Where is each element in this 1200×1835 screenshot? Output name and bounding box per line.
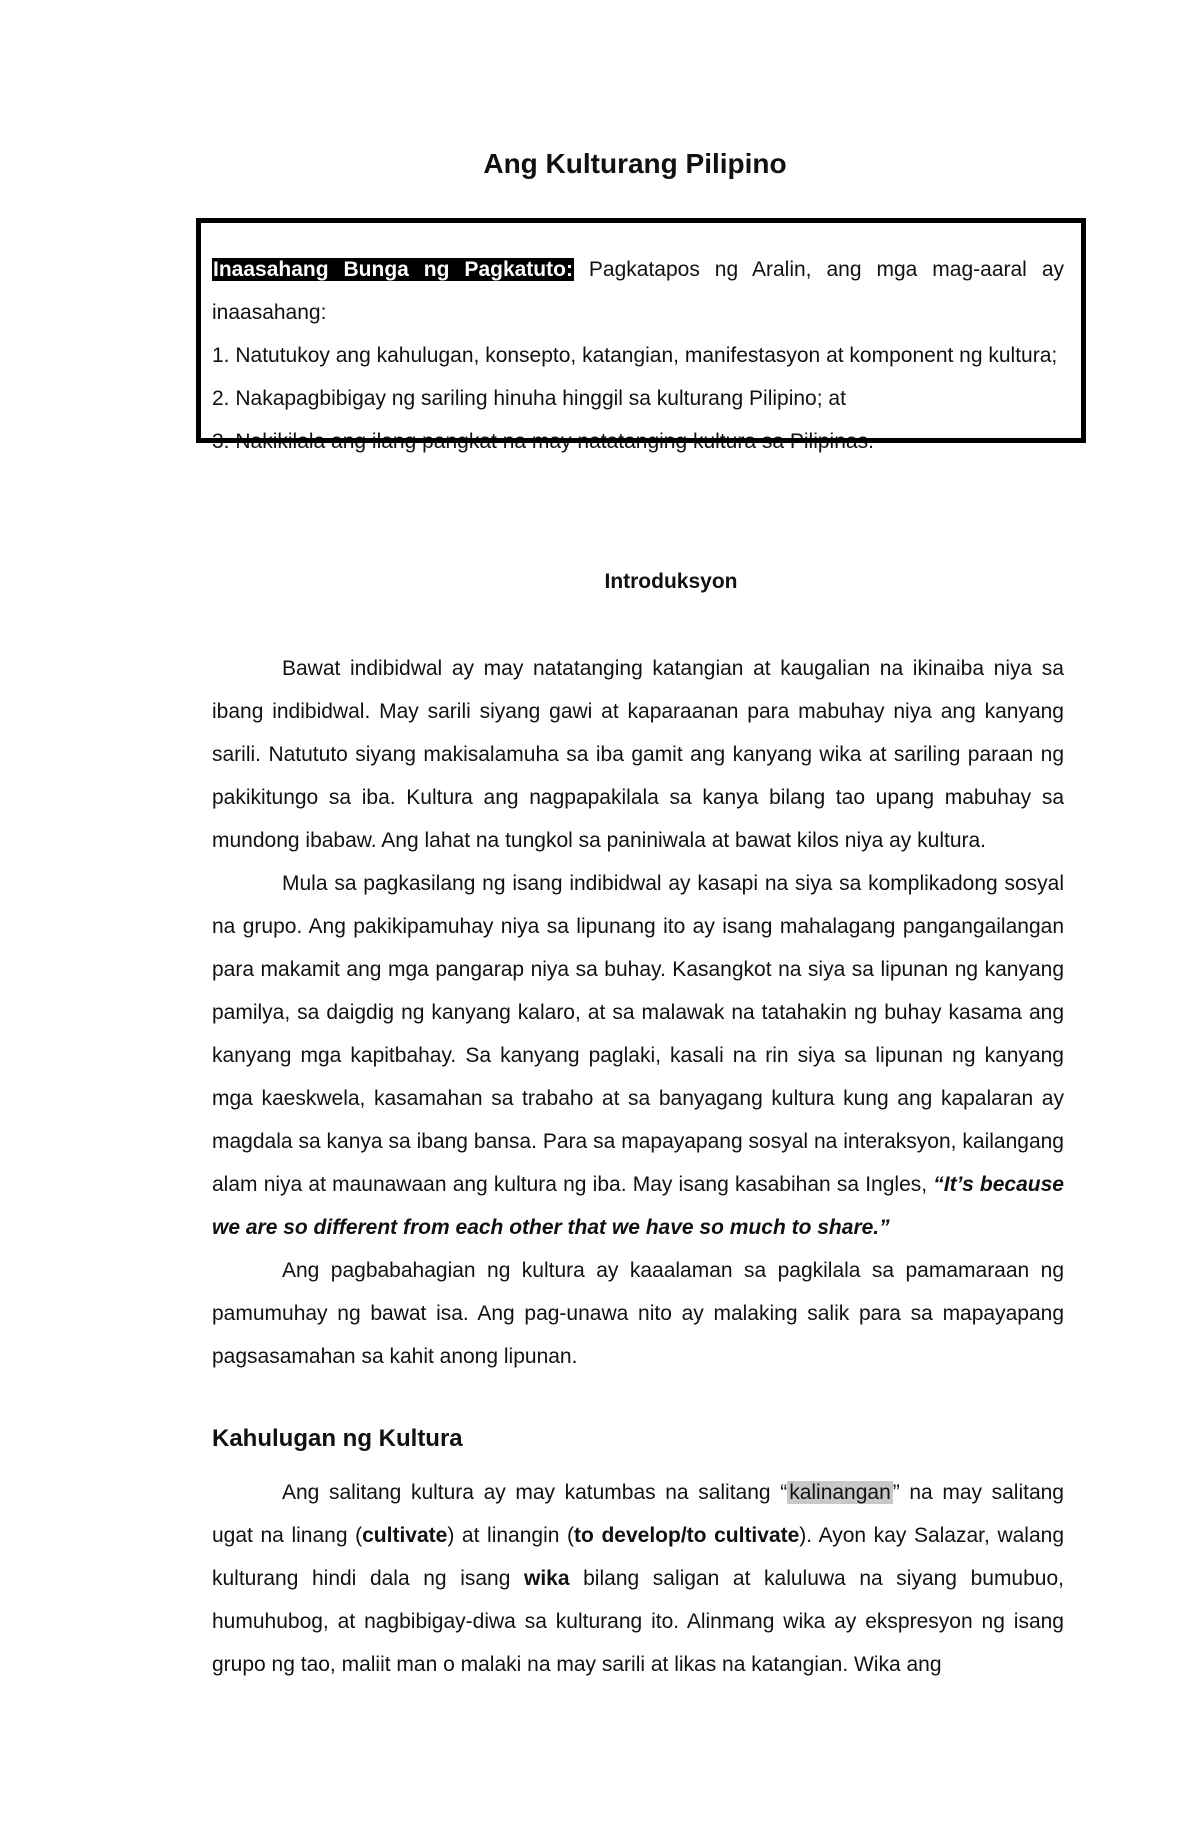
kahulugan-text-3: ) at linangin ( bbox=[447, 1524, 575, 1547]
objective-item-2: 2. Nakapagbibigay ng sariling hinuha hinggil sa kulturang Pilipino; at bbox=[212, 387, 846, 410]
objectives-label: Inaasahang Bunga ng Pagkatuto: bbox=[213, 258, 573, 281]
kahulugan-text-5: bilang saligan at kaluluwa na siyang bumubuo, humuhubog, at nagbibigay-diwa sa kulturang ito. Alinmang wika ay ekspresyon ng isang grupo ng tao, maliit man o malaki na may sarili at likas na katangian. Wika ang bbox=[212, 1567, 1064, 1676]
learning-objectives bbox=[212, 248, 1064, 463]
section-heading: Kahulugan ng Kultura bbox=[212, 1425, 463, 1452]
objective-item-3: 3. Nakikilala ang ilang pangkat na may natatanging kultura sa Pilipinas. bbox=[212, 430, 874, 453]
page-title: Ang Kulturang Pilipino bbox=[483, 148, 787, 179]
intro-paragraph-3: Ang pagbabahagian ng kultura ay kaaalaman sa pagkilala sa pamamaraan ng pamumuhay ng bawat isa. Ang pag-unawa nito ay malaking salik para sa mapayapang pagsasamahan sa kahit anong lipunan. bbox=[212, 1259, 1064, 1368]
intro-paragraph-1: Bawat indibidwal ay may natatanging katangian at kaugalian na ikinaiba niya sa ibang indibidwal. May sarili siyang gawi at kaparaanan para mabuhay niya ang kanyang sarili. Natututo siyang makisalamuha sa iba gamit ang kanyang wika at sariling paraan ng pakikitungo sa iba. Kultura ang nagpapakilala sa kanya bilang tao upang mabuhay sa mundong ibabaw. Ang lahat na tungkol sa paniniwala at bawat kilos niya ay kultura. bbox=[212, 657, 1064, 852]
highlighted-word: kalinangan bbox=[789, 1481, 891, 1504]
objectives-intro-text: Pagkatapos ng Aralin, ang mga mag-aaral ay inaasahang: bbox=[212, 258, 1064, 324]
kahulugan-body bbox=[212, 1471, 1064, 1686]
bold-term-cultivate: cultivate bbox=[362, 1524, 448, 1547]
english-quote: “It’s because we are so different from each other that we have so much to share.” bbox=[212, 1173, 1064, 1239]
intro-heading: Introduksyon bbox=[604, 570, 738, 593]
introduction-body bbox=[212, 647, 1064, 1378]
kahulugan-text-4: ). Ayon kay Salazar, walang kulturang hindi dala ng isang bbox=[212, 1524, 1064, 1590]
kahulugan-text-1: Ang salitang kultura ay may katumbas na salitang “ bbox=[282, 1481, 788, 1504]
kahulugan-paragraph bbox=[212, 1471, 1064, 1686]
intro-paragraph-2-text: Mula sa pagkasilang ng isang indibidwal ay kasapi na siya sa komplikadong sosyal na grupo. Ang pakikipamuhay niya sa lipunang ito ay isang mahalagang pangangailangan para makamit ang mga pangarap niya sa buhay. Kasangkot na siya sa lipunan ng kanyang pamilya, sa daigdig ng kanyang kalaro, at sa malawak na tatahakin ng buhay kasama ang kanyang mga kapitbahay. Sa kanyang paglaki, kasali na rin siya sa lipunan ng kanyang mga kaeskwela, kasamahan sa trabaho at sa banyagang kultura kung ang kapalaran ay magdala sa kanya sa ibang bansa. Para sa mapayapang sosyal na interaksyon, kailangang alam niya at maunawaan ang kultura ng iba. May isang kasabihan sa Ingles, bbox=[212, 872, 1064, 1196]
intro-paragraph-2 bbox=[212, 862, 1064, 1249]
kahulugan-text-2: ” na may salitang ugat na linang ( bbox=[212, 1481, 1064, 1547]
objectives-intro bbox=[212, 248, 1064, 334]
bold-term-develop: to develop/to cultivate bbox=[574, 1524, 800, 1547]
bold-term-wika: wika bbox=[524, 1567, 570, 1590]
objective-item-1: 1. Natutukoy ang kahulugan, konsepto, katangian, manifestasyon at komponent ng kultura; bbox=[212, 344, 1058, 367]
